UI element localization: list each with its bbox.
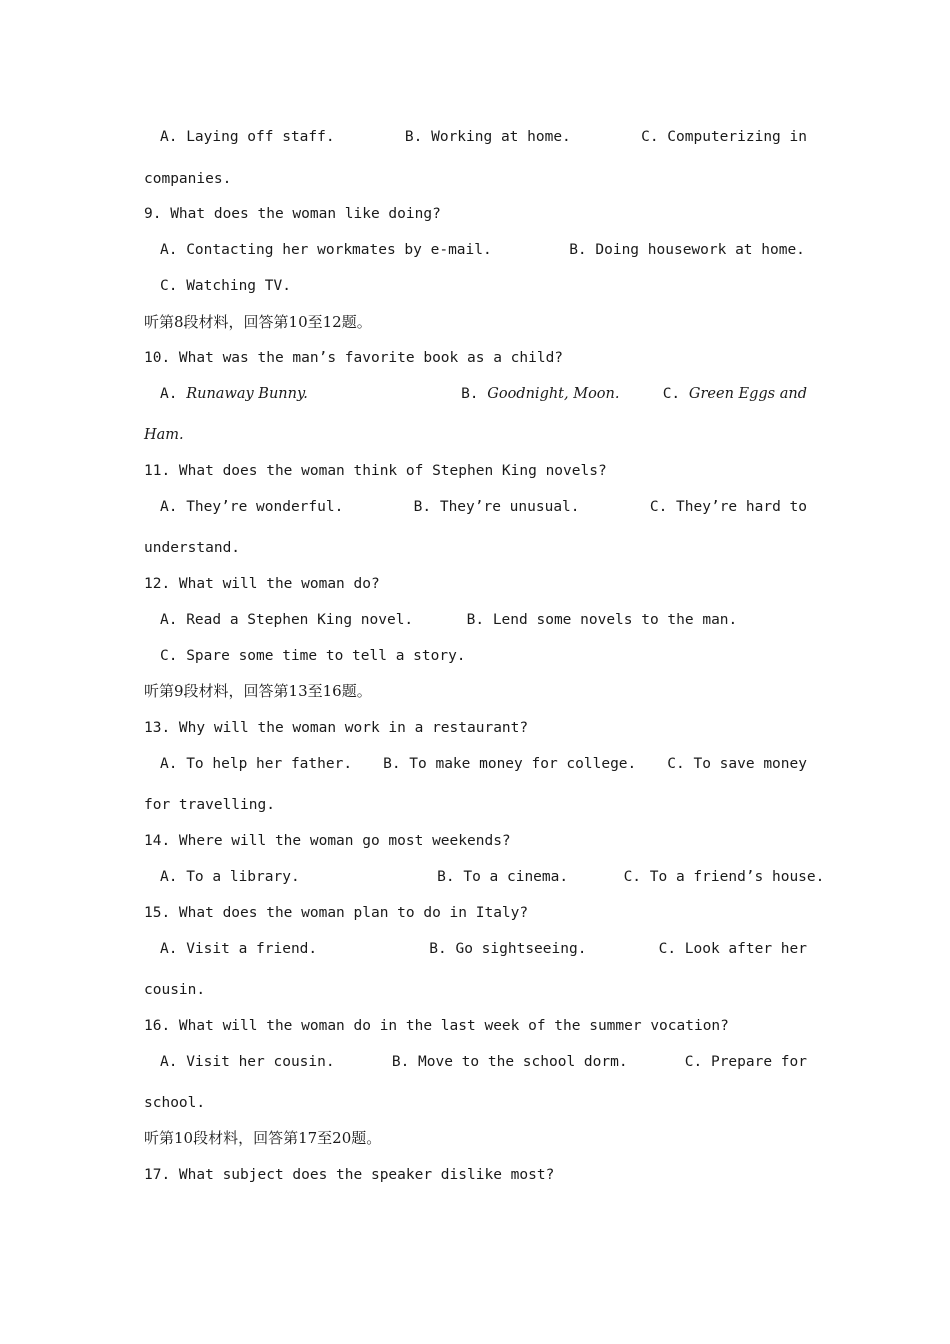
q13-question: 13. Why will the woman work in a restaurant? (144, 720, 529, 736)
q13-option-a: A. To help her father. (160, 756, 353, 772)
q17-question: 17. What subject does the speaker dislike most? (144, 1167, 555, 1183)
q12-options-row1 (160, 611, 737, 629)
q11-option-b: B. They’re unusual. (413, 499, 580, 515)
q16-options (160, 1053, 807, 1071)
q9-option-a: A. Contacting her workmates by e-mail. (160, 242, 492, 258)
q12-option-b: B. Lend some novels to the man. (466, 612, 738, 628)
q12-option-c: C. Spare some time to tell a story. (160, 648, 466, 664)
q9-option-b: B. Doing housework at home. (569, 242, 805, 258)
q11-question: 11. What does the woman think of Stephen King novels? (144, 463, 607, 479)
q8-option-b: B. Working at home. (404, 129, 571, 145)
q11-option-c: C. They’re hard to (649, 499, 807, 515)
q9-question: 9. What does the woman like doing? (144, 206, 441, 222)
q15-option-c: C. Look after her (658, 941, 807, 957)
q16-option-c-continued: school. (144, 1095, 206, 1111)
q11-option-c-continued: understand. (144, 540, 241, 556)
q10-option-c: C. Green Eggs and (662, 386, 807, 402)
q13-option-c: C. To save money (667, 756, 807, 772)
q11-options (160, 498, 807, 516)
q14-question: 14. Where will the woman go most weekends? (144, 833, 511, 849)
q13-options (160, 755, 807, 773)
q9-options-row1 (160, 241, 805, 259)
q11-option-a: A. They’re wonderful. (160, 499, 344, 515)
q10-options (160, 385, 807, 403)
q10-option-a: A. Runaway Bunny. (160, 386, 308, 402)
q10-question: 10. What was the man’s favorite book as a child? (144, 350, 564, 366)
q16-option-b: B. Move to the school dorm. (391, 1054, 628, 1070)
section-10-heading: 听第10段材料，回答第17至20题。 (144, 1129, 382, 1147)
q8-options (160, 128, 807, 146)
q10-option-c-continued: Ham. (144, 427, 184, 443)
q12-question: 12. What will the woman do? (144, 576, 380, 592)
q16-question: 16. What will the woman do in the last week of the summer vocation? (144, 1018, 729, 1034)
q15-option-c-continued: cousin. (144, 982, 206, 998)
q9-option-c: C. Watching TV. (160, 278, 291, 294)
q15-question: 15. What does the woman plan to do in Italy? (144, 905, 529, 921)
q14-option-c: C. To a friend’s house. (623, 869, 825, 885)
q13-option-c-continued: for travelling. (144, 797, 275, 813)
q16-option-c: C. Prepare for (684, 1054, 807, 1070)
q14-options (160, 868, 824, 886)
q15-option-b: B. Go sightseeing. (429, 941, 587, 957)
q10-option-b: B. Goodnight, Moon. (461, 386, 620, 402)
q14-option-b: B. To a cinema. (437, 869, 569, 885)
q8-option-c: C. Computerizing in (641, 129, 807, 145)
section-9-heading: 听第9段材料，回答第13至16题。 (144, 682, 372, 700)
q12-option-a: A. Read a Stephen King novel. (160, 612, 414, 628)
q13-option-b: B. To make money for college. (383, 756, 637, 772)
q8-option-c-continued: companies. (144, 171, 232, 187)
q8-option-a: A. Laying off staff. (160, 129, 335, 145)
q14-option-a: A. To a library. (160, 869, 300, 885)
q16-option-a: A. Visit her cousin. (160, 1054, 335, 1070)
q15-options (160, 940, 807, 958)
section-8-heading: 听第8段材料，回答第10至12题。 (144, 313, 372, 331)
q15-option-a: A. Visit a friend. (160, 941, 318, 957)
